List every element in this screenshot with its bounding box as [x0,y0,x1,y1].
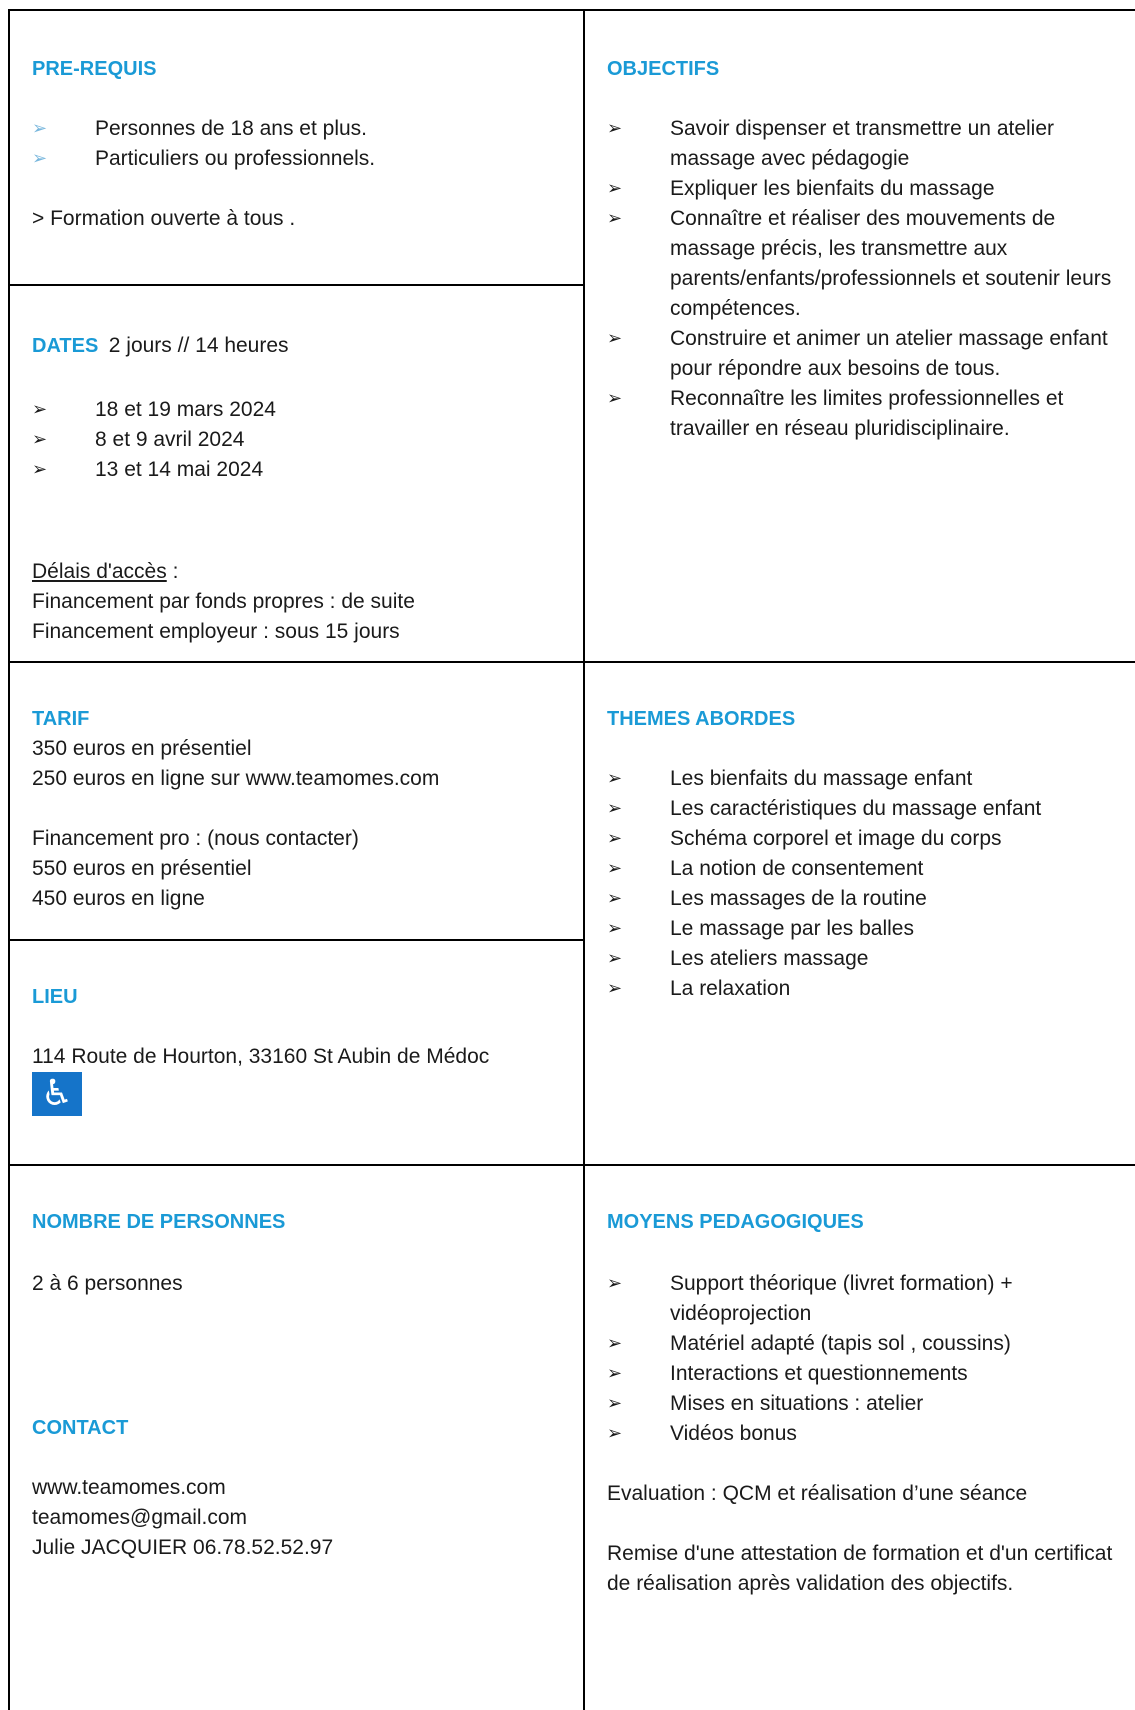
objectifs-title: OBJECTIFS [607,58,720,80]
tarif-line: 550 euros en présentiel [32,857,252,880]
contact-website: www.teamomes.com [32,1476,226,1499]
list-item: ➢ Les massages de la routine [607,884,1135,914]
prerequis-title: PRE-REQUIS [32,58,157,80]
nombre-value: 2 à 6 personnes [32,1272,183,1295]
list-item: ➢ Schéma corporel et image du corps [607,824,1135,854]
arrow-bullet-icon: ➢ [607,1273,623,1294]
list-item: ➢ La relaxation [607,974,1135,1004]
lieu-title: LIEU [32,986,78,1008]
moyens-section [585,1210,1135,1599]
lieu-section [10,985,583,1116]
nombre-title: NOMBRE DE PERSONNES [32,1211,286,1233]
list-item: ➢ Support théorique (livret formation) + vidéoprojection [607,1269,1135,1329]
nombre-section [10,1210,583,1299]
arrow-bullet-icon: ➢ [607,978,623,999]
arrow-bullet-icon: ➢ [32,429,48,450]
contact-section [10,1416,583,1563]
arrow-bullet-icon: ➢ [607,768,623,789]
dates-section [10,331,583,485]
list-item: ➢ Matériel adapté (tapis sol , coussins) [607,1329,1135,1359]
row-divider-lieu [8,1164,1135,1166]
arrow-bullet-icon: ➢ [607,118,623,139]
row-divider-prerequis [8,284,585,286]
arrow-bullet-icon: ➢ [32,459,48,480]
list-item: ➢ 13 et 14 mai 2024 [32,455,583,485]
arrow-bullet-icon: ➢ [607,858,623,879]
moyens-evaluation: Evaluation : QCM et réalisation d’une séance [607,1482,1028,1505]
list-item: ➢ Construire et animer un atelier massage enfant pour répondre aux besoins de tous. [607,324,1135,384]
tarif-line: Financement pro : (nous contacter) [32,827,359,850]
tarif-line: 350 euros en présentiel [32,737,252,760]
lieu-address: 114 Route de Hourton, 33160 St Aubin de Médoc [32,1045,490,1068]
arrow-bullet-icon: ➢ [607,208,623,229]
arrow-bullet-icon: ➢ [607,1363,623,1384]
list-item: ➢ Savoir dispenser et transmettre un atelier massage avec pédagogie [607,114,1135,174]
arrow-bullet-icon: ➢ [607,918,623,939]
list-item: ➢ Reconnaître les limites professionnelles et travailler en réseau pluridisciplinaire. [607,384,1135,444]
row-divider-dates [8,661,1135,663]
delais-line-2: Financement employeur : sous 15 jours [32,620,400,643]
arrow-bullet-icon: ➢ [607,948,623,969]
arrow-bullet-icon: ➢ [607,178,623,199]
dates-list [32,395,583,485]
wheelchair-accessibility-icon: ♿ [32,1072,82,1116]
list-item: ➢ Particuliers ou professionnels. [32,144,583,174]
list-item: ➢ Vidéos bonus [607,1419,1135,1449]
list-item: ➢ Connaître et réaliser des mouvements de massage précis, les transmettre aux parents/enfants/professionnels et soutenir leurs compétences. [607,204,1135,324]
moyens-title: MOYENS PEDAGOGIQUES [607,1211,864,1233]
list-item: ➢ 18 et 19 mars 2024 [32,395,583,425]
themes-section [585,707,1135,1004]
arrow-bullet-icon: ➢ [607,328,623,349]
arrow-bullet-icon: ➢ [607,1423,623,1444]
arrow-bullet-icon: ➢ [607,888,623,909]
list-item: ➢ Mises en situations : atelier [607,1389,1135,1419]
arrow-bullet-icon: ➢ [607,828,623,849]
prerequis-list [32,114,583,174]
themes-title: THEMES ABORDES [607,708,796,730]
arrow-bullet-icon: ➢ [32,148,48,169]
objectifs-list [607,114,1135,444]
moyens-remise: Remise d'une attestation de formation et d'un certificat de réalisation après validation des objectifs. [607,1542,1113,1595]
arrow-bullet-icon: ➢ [607,388,623,409]
arrow-bullet-icon: ➢ [607,1333,623,1354]
list-item: ➢ Les ateliers massage [607,944,1135,974]
border-top [8,9,1135,11]
prerequis-section [10,57,583,234]
list-item: ➢ Les caractéristiques du massage enfant [607,794,1135,824]
list-item: ➢ Le massage par les balles [607,914,1135,944]
arrow-bullet-icon: ➢ [32,118,48,139]
list-item: ➢ 8 et 9 avril 2024 [32,425,583,455]
tarif-line: 450 euros en ligne [32,887,205,910]
list-item: ➢ Interactions et questionnements [607,1359,1135,1389]
delais-heading: Délais d'accès : [32,560,179,583]
list-item: ➢ Les bienfaits du massage enfant [607,764,1135,794]
list-item: ➢ Expliquer les bienfaits du massage [607,174,1135,204]
dates-title: DATES [32,335,99,357]
dates-duration: 2 jours // 14 heures [108,334,289,357]
tarif-section [10,707,583,914]
delais-line-1: Financement par fonds propres : de suite [32,590,415,613]
delais-section [10,557,583,647]
themes-list [607,764,1135,1004]
contact-email: teamomes@gmail.com [32,1506,248,1529]
arrow-bullet-icon: ➢ [607,798,623,819]
list-item: ➢ La notion de consentement [607,854,1135,884]
objectifs-section [585,57,1135,444]
arrow-bullet-icon: ➢ [32,399,48,420]
contact-title: CONTACT [32,1417,129,1439]
prerequis-note: > Formation ouverte à tous . [32,207,296,230]
list-item: ➢ Personnes de 18 ans et plus. [32,114,583,144]
tarif-title: TARIF [32,708,90,730]
arrow-bullet-icon: ➢ [607,1393,623,1414]
row-divider-tarif [8,939,585,941]
tarif-line: 250 euros en ligne sur www.teamomes.com [32,767,440,790]
contact-phone: Julie JACQUIER 06.78.52.52.97 [32,1536,334,1559]
moyens-list [607,1269,1135,1449]
